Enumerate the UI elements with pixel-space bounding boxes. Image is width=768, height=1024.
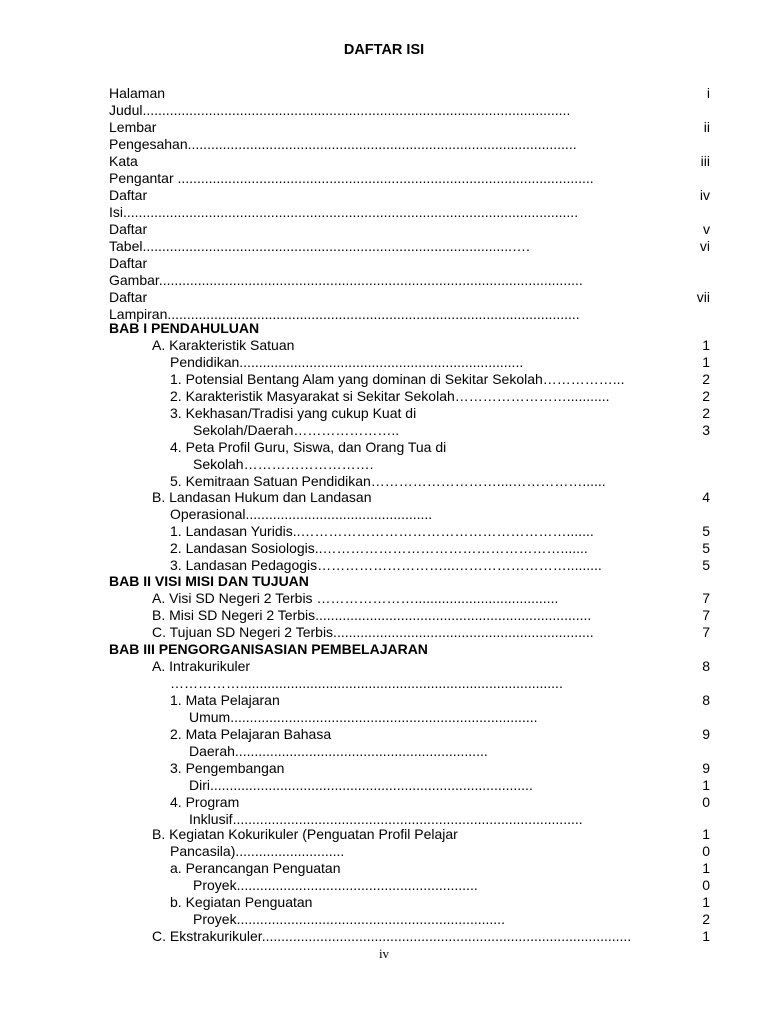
toc-entry-text: A. Intrakurikuler <box>152 658 251 674</box>
toc-entry-text: Pendidikan......................................................................... <box>170 354 524 370</box>
toc-entry-text: Daftar <box>109 255 148 271</box>
toc-page-number: v <box>703 221 710 237</box>
toc-page-number: 9 <box>702 760 710 776</box>
toc-entry-text: 5. Kemitraan Satuan Pendidikan………………………....……………...... <box>170 473 606 489</box>
toc-entry-text: A. Karakteristik Satuan <box>152 337 295 353</box>
toc-page-number: 5 <box>702 557 710 573</box>
toc-entry <box>0 102 768 119</box>
toc-entry <box>0 272 768 289</box>
toc-entry <box>0 204 768 221</box>
toc-page-number: 7 <box>702 607 710 623</box>
toc-entry-text: Inklusif.......................................................................................... <box>189 811 583 827</box>
toc-entry-text: Daftar <box>109 187 148 203</box>
toc-entry <box>0 658 768 675</box>
toc-entry <box>0 877 768 894</box>
toc-entry-text: Gambar............................................................................................................. <box>109 272 583 288</box>
toc-page-number: ii <box>703 119 710 135</box>
toc-page-number: 0 <box>702 843 710 859</box>
toc-entry-text: Sekolah………………………. <box>193 456 374 472</box>
toc-entry-text: Diri................................................................................... <box>189 777 533 793</box>
footer-page-number: iv <box>378 946 390 961</box>
toc-page-number: 5 <box>702 540 710 556</box>
toc-entry <box>0 590 768 607</box>
toc-entry <box>0 726 768 743</box>
toc-entry <box>0 692 768 709</box>
toc-entry <box>0 136 768 153</box>
toc-entry-text: 2. Karakteristik Masyarakat si Sekitar Sekolah……………………........... <box>170 388 610 404</box>
toc-page-number: 2 <box>702 371 710 387</box>
toc-entry <box>0 894 768 911</box>
toc-page-number: vii <box>696 289 710 305</box>
toc-entry-text: Pancasila)............................ <box>170 843 345 859</box>
toc-entry <box>0 911 768 928</box>
toc-entry-text: Halaman <box>109 85 166 101</box>
toc-entry-text: 1. Mata Pelajaran <box>170 692 280 708</box>
toc-entry-text: Daftar <box>109 289 148 305</box>
toc-page-number: iii <box>700 153 710 169</box>
toc-page-number: 2 <box>702 405 710 421</box>
toc-page-number: 1 <box>702 894 710 910</box>
toc-page-number: 9 <box>702 726 710 742</box>
toc-entry-text: Lampiran.......................................................................................................... <box>109 306 580 322</box>
toc-entry <box>0 456 768 473</box>
toc-page-number: iv <box>699 187 710 203</box>
toc-entry-text: 2. Landasan Sosiologis..……………………………………………....... <box>170 540 588 556</box>
toc-entry <box>0 354 768 371</box>
toc-entry <box>0 119 768 136</box>
toc-entry <box>0 371 768 388</box>
toc-entry <box>0 320 768 337</box>
toc-entry-text: 4. Program <box>170 794 240 810</box>
chapter-heading: BAB II VISI MISI DAN TUJUAN <box>109 573 309 589</box>
toc-entry-text: Proyek.............................................................. <box>193 877 478 893</box>
toc-entry <box>0 607 768 624</box>
toc-entry-text: 3. Kekhasan/Tradisi yang cukup Kuat di <box>170 405 417 421</box>
toc-entry <box>0 709 768 726</box>
toc-page-number: 1 <box>702 354 710 370</box>
toc-entry <box>0 523 768 540</box>
toc-entry-text: A. Visi SD Negeri 2 Terbis …………………..................................... <box>152 590 559 606</box>
toc-entry-text: Daftar <box>109 221 148 237</box>
toc-entry <box>0 540 768 557</box>
chapter-heading: BAB III PENGORGANISASIAN PEMBELAJARAN <box>109 641 428 657</box>
toc-entry <box>0 85 768 102</box>
toc-entry-text: Pengesahan.................................................................................................... <box>109 136 577 152</box>
toc-entry <box>0 439 768 456</box>
toc-entry <box>0 573 768 590</box>
toc-entry <box>0 221 768 238</box>
toc-entry-text: B. Misi SD Negeri 2 Terbis....................................................................... <box>152 607 592 623</box>
page-title: DAFTAR ISI <box>343 42 425 58</box>
toc-entry <box>0 187 768 204</box>
toc-entry-text: Daerah................................................................. <box>189 743 488 759</box>
toc-page-number: 4 <box>702 489 710 505</box>
toc-page-number: vi <box>699 238 710 254</box>
toc-entry-text: 2. Mata Pelajaran Bahasa <box>170 726 332 742</box>
toc-entry <box>0 506 768 523</box>
toc-entry-text: Kata <box>109 153 138 169</box>
toc-entry-text: 3. Landasan Pedagogis………………………...……………………......... <box>170 557 602 573</box>
toc-page-number: 8 <box>702 658 710 674</box>
toc-entry-text: 1. Potensial Bentang Alam yang dominan di Sekitar Sekolah……………... <box>170 371 625 387</box>
toc-entry-text: 1. Landasan Yuridis..…………………………………………………....... <box>170 523 594 539</box>
toc-page-number: 0 <box>702 794 710 810</box>
toc-page-number: 2 <box>702 388 710 404</box>
toc-page-number: 1 <box>702 860 710 876</box>
toc-entry <box>0 473 768 490</box>
toc-page-number: 8 <box>702 692 710 708</box>
toc-entry-text: Isi..................................................................................................................... <box>109 204 579 220</box>
toc-entry-text: Proyek..................................................................... <box>193 911 505 927</box>
toc-entry-text: ……………................................................................................... <box>170 675 563 691</box>
toc-entry-text: a. Perancangan Penguatan <box>170 860 341 876</box>
toc-entry-text: Umum............................................................................... <box>189 709 538 725</box>
toc-page-number: 1 <box>702 928 710 944</box>
toc-entry <box>0 794 768 811</box>
toc-entry <box>0 928 768 945</box>
toc-page-number: 7 <box>702 590 710 606</box>
toc-entry-text: Lembar <box>109 119 157 135</box>
toc-entry <box>0 826 768 843</box>
toc-entry <box>0 238 768 255</box>
toc-page-number: 1 <box>702 826 710 842</box>
toc-entry <box>0 489 768 506</box>
chapter-heading: BAB I PENDAHULUAN <box>109 320 260 336</box>
toc-page-number: 0 <box>702 877 710 893</box>
toc-page-number: 2 <box>702 911 710 927</box>
toc-entry <box>0 743 768 760</box>
toc-entry <box>0 153 768 170</box>
toc-page-number: 1 <box>702 337 710 353</box>
toc-entry-text: B. Landasan Hukum dan Landasan <box>152 489 372 505</box>
toc-page-number: 5 <box>702 523 710 539</box>
toc-entry-text: b. Kegiatan Penguatan <box>170 894 313 910</box>
toc-page-number: i <box>706 85 710 101</box>
toc-entry <box>0 337 768 354</box>
toc-page-number: 7 <box>702 624 710 640</box>
toc-entry-text: B. Kegiatan Kokurikuler (Penguatan Profil Pelajar <box>152 826 458 842</box>
toc-entry-text: Judul.............................................................................................................. <box>109 102 571 118</box>
toc-entry-text: 4. Peta Profil Guru, Siswa, dan Orang Tua di <box>170 439 447 455</box>
toc-entry <box>0 777 768 794</box>
toc-entry <box>0 255 768 272</box>
toc-entry-text: C. Ekstrakurikuler............................................................................................... <box>152 928 632 944</box>
toc-entry-text: Sekolah/Daerah………………….. <box>193 422 400 438</box>
toc-entry <box>0 405 768 422</box>
toc-entry <box>0 675 768 692</box>
toc-entry <box>0 760 768 777</box>
toc-entry <box>0 170 768 187</box>
toc-entry-text: Pengantar ........................................................................................................... <box>109 170 594 186</box>
toc-entry <box>0 641 768 658</box>
toc-entry <box>0 388 768 405</box>
toc-entry <box>0 557 768 574</box>
toc-entry <box>0 843 768 860</box>
toc-entry <box>0 289 768 306</box>
toc-entry <box>0 422 768 439</box>
toc-entry <box>0 624 768 641</box>
toc-entry-text: Tabel...............................................................................................…. <box>109 238 530 254</box>
toc-page-number: 1 <box>702 777 710 793</box>
toc-entry <box>0 860 768 877</box>
toc-entry-text: 3. Pengembangan <box>170 760 285 776</box>
toc-entry-text: C. Tujuan SD Negeri 2 Terbis................................................................... <box>152 624 594 640</box>
toc-page-number: 3 <box>702 422 710 438</box>
toc-entry-text: Operasional................................................ <box>170 506 433 522</box>
